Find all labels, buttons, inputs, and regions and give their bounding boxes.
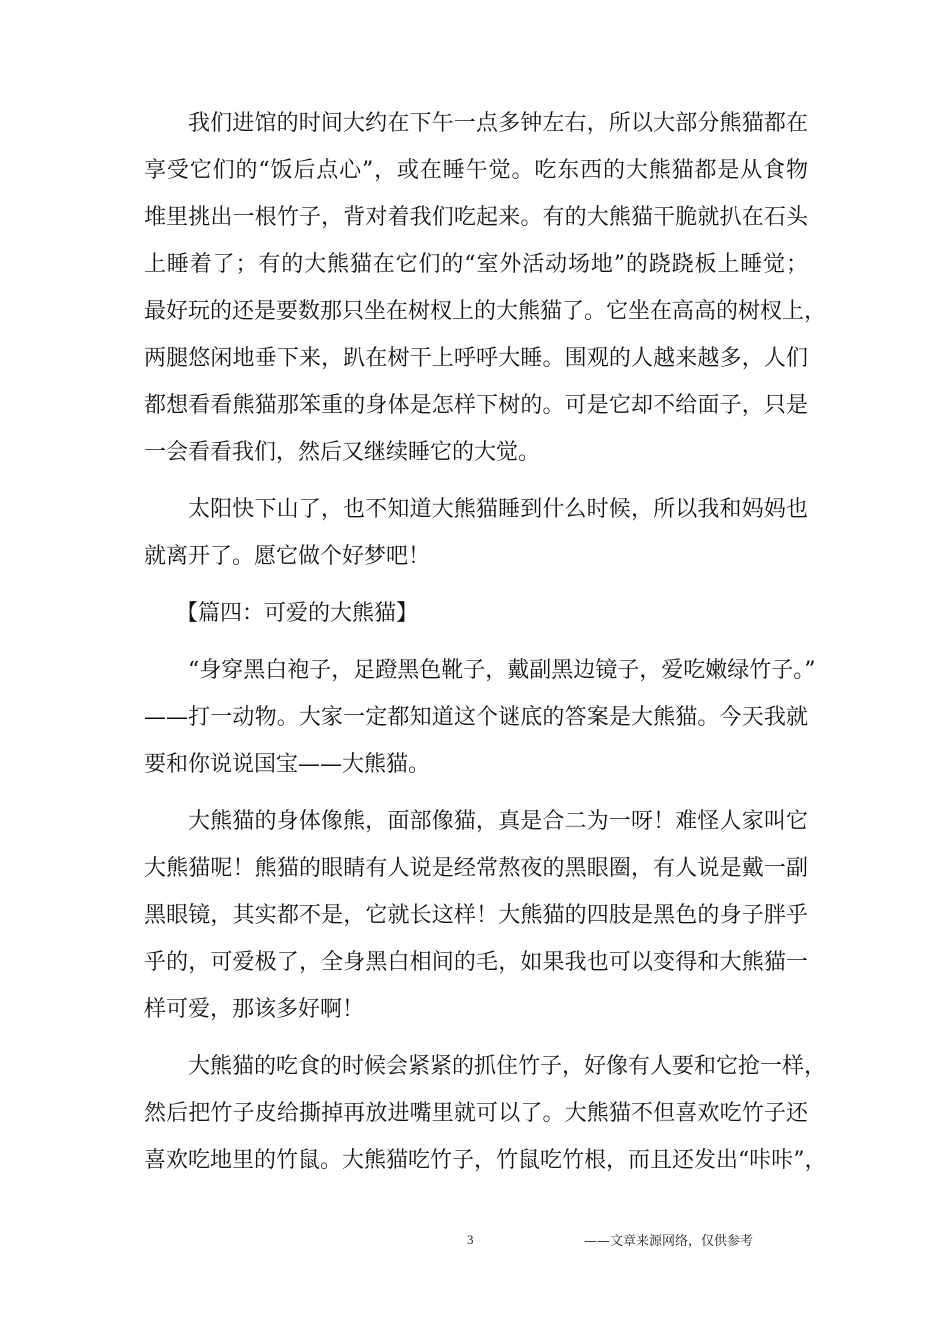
paragraph-line: 太阳快下山了，也不知道大熊猫睡到什么时候，所以我和妈妈也 <box>188 497 808 522</box>
paragraph-line: “身穿黑白袍子，足蹬黑色靴子，戴副黑边镜子，爱吃嫩绿竹子。” <box>188 658 816 683</box>
paragraph-line: 堆里挑出一根竹子，背对着我们吃起来。有的大熊猫干脆就扒在石头 <box>144 205 808 230</box>
paragraph-appearance <box>144 798 808 1033</box>
paragraph-line: 大熊猫的吃食的时候会紧紧的抓住竹子，好像有人要和它抢一样， <box>188 1054 827 1079</box>
paragraph-line: 我们进馆的时间大约在下午一点多钟左右，所以大部分熊猫都在 <box>188 111 808 136</box>
paragraph-visit-time <box>144 100 827 476</box>
paragraph-line: 上睡着了；有的大熊猫在它们的“室外活动场地”的跷跷板上睡觉； <box>144 252 808 277</box>
paragraph-line: 一会看看我们，然后又继续睡它的大觉。 <box>144 440 541 465</box>
paragraph-line: 样可爱，那该多好啊！ <box>144 997 365 1022</box>
paragraph-line: 两腿悠闲地垂下来，趴在树干上呼呼大睡。围观的人越来越多，人们 <box>144 346 808 371</box>
paragraph-line: 黑眼镜，其实都不是，它就长这样！大熊猫的四肢是黑色的身子胖乎 <box>144 903 808 928</box>
paragraph-line: 要和你说说国宝——大熊猫。 <box>144 752 431 777</box>
source-note: ——文章来源网络，仅供参考 <box>584 1234 754 1249</box>
paragraph-line: 就离开了。愿它做个好梦吧！ <box>144 544 431 569</box>
paragraph-line: 都想看看熊猫那笨重的身体是怎样下树的。可是它却不给面子，只是 <box>144 393 808 418</box>
section-heading-text: 【篇四：可爱的大熊猫】 <box>176 601 419 626</box>
paragraph-line: 乎的，可爱极了，全身黑白相间的毛，如果我也可以变得和大熊猫一 <box>144 950 808 975</box>
paragraph-line: 然后把竹子皮给撕掉再放进嘴里就可以了。大熊猫不但喜欢吃竹子还 <box>144 1101 808 1126</box>
paragraph-line: 大熊猫呢！熊猫的眼睛有人说是经常熬夜的黑眼圈，有人说是戴一副 <box>144 856 808 881</box>
paragraph-line: 喜欢吃地里的竹鼠。大熊猫吃竹子，竹鼠吃竹根，而且还发出“咔咔”， <box>144 1148 827 1173</box>
section-heading <box>144 590 808 637</box>
paragraph-line: ——打一动物。大家一定都知道这个谜底的答案是大熊猫。今天我就 <box>144 705 808 730</box>
page-number: 3 <box>467 1232 474 1247</box>
paragraph-riddle <box>144 647 816 788</box>
paragraph-line: 最好玩的还是要数那只坐在树杈上的大熊猫了。它坐在高高的树杈上， <box>144 299 827 324</box>
paragraph-eating <box>144 1043 827 1184</box>
paragraph-sunset <box>144 486 808 580</box>
document-body <box>144 100 827 1184</box>
paragraph-line: 享受它们的“饭后点心”，或在睡午觉。吃东西的大熊猫都是从食物 <box>144 158 808 183</box>
paragraph-line: 大熊猫的身体像熊，面部像猫，真是合二为一呀！难怪人家叫它 <box>188 809 808 834</box>
